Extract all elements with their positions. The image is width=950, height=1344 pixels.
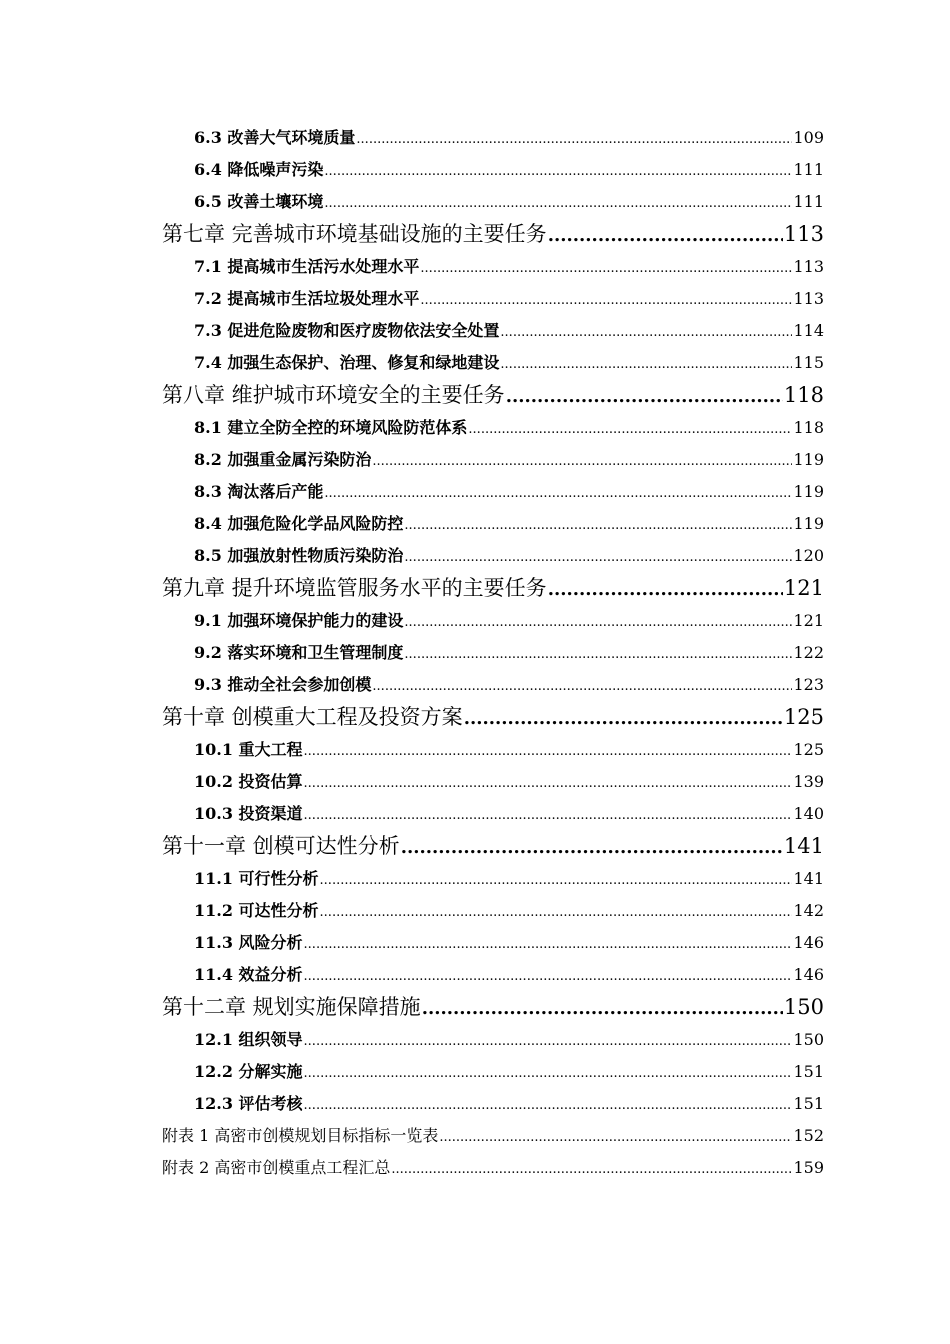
toc-entry-title: 6.4 降低噪声污染 — [194, 160, 324, 179]
toc-entry-9-3[interactable] — [162, 669, 824, 701]
toc-entry-title: 8.2 加强重金属污染防治 — [194, 450, 372, 469]
toc-page-number: 118 — [793, 418, 824, 437]
toc-dot-leader — [356, 124, 792, 156]
toc-page-number: 111 — [793, 192, 824, 211]
toc-entry-8-2[interactable] — [162, 444, 824, 476]
toc-page-number: 151 — [793, 1062, 824, 1081]
toc-chapter-10[interactable] — [162, 701, 824, 734]
toc-dot-leader — [372, 446, 792, 478]
toc-entry-7-4[interactable] — [162, 347, 824, 379]
toc-page-number: 146 — [793, 965, 824, 984]
toc-appendix-1[interactable] — [162, 1120, 824, 1152]
toc-entry-title: 6.3 改善大气环境质量 — [194, 128, 356, 147]
toc-dot-leader — [320, 897, 793, 929]
toc-dot-leader — [304, 929, 793, 961]
toc-chapter-9[interactable] — [162, 572, 824, 605]
toc-page-number: 121 — [783, 576, 824, 600]
toc-page-number: 122 — [793, 643, 824, 662]
toc-dot-leader — [324, 156, 792, 188]
toc-dot-leader — [304, 768, 793, 800]
toc-page-number: 113 — [793, 289, 824, 308]
toc-dot-leader — [404, 607, 792, 639]
toc-entry-title: 12.2 分解实施 — [194, 1062, 303, 1081]
toc-entry-8-4[interactable] — [162, 508, 824, 540]
toc-entry-title: 7.4 加强生态保护、治理、修复和绿地建设 — [194, 353, 500, 372]
toc-entry-12-2[interactable] — [162, 1056, 824, 1088]
toc-entry-7-2[interactable] — [162, 283, 824, 315]
toc-page-number: 146 — [793, 933, 824, 952]
toc-page-number: 119 — [793, 514, 824, 533]
toc-entry-title: 10.2 投资估算 — [194, 772, 303, 791]
toc-entry-10-2[interactable] — [162, 766, 824, 798]
toc-entry-title: 11.4 效益分析 — [194, 965, 303, 984]
toc-chapter-title: 第九章 提升环境监管服务水平的主要任务 — [162, 576, 547, 600]
toc-entry-title: 12.3 评估考核 — [194, 1094, 303, 1113]
toc-page-number: 119 — [793, 482, 824, 501]
toc-entry-8-3[interactable] — [162, 476, 824, 508]
toc-page-number: 139 — [793, 772, 824, 791]
toc-page-number: 111 — [793, 160, 824, 179]
toc-page-number: 115 — [793, 353, 824, 372]
toc-entry-title: 8.1 建立全防全控的环境风险防范体系 — [194, 418, 468, 437]
toc-dot-leader — [422, 992, 783, 1025]
toc-entry-10-1[interactable] — [162, 734, 824, 766]
toc-dot-leader — [391, 1154, 792, 1186]
toc-page-number: 121 — [793, 611, 824, 630]
toc-entry-title: 8.5 加强放射性物质污染防治 — [194, 546, 404, 565]
toc-entry-12-3[interactable] — [162, 1088, 824, 1120]
toc-appendix-title: 附表 1 高密市创模规划目标指标一览表 — [162, 1126, 439, 1145]
toc-dot-leader — [304, 1058, 793, 1090]
toc-dot-leader — [420, 285, 792, 317]
toc-page-number: 140 — [793, 804, 824, 823]
toc-entry-title: 12.1 组织领导 — [194, 1030, 303, 1049]
toc-chapter-12[interactable] — [162, 991, 824, 1024]
toc-chapter-11[interactable] — [162, 830, 824, 863]
toc-page-number: 125 — [783, 705, 824, 729]
toc-entry-6-5[interactable] — [162, 186, 824, 218]
toc-entry-11-2[interactable] — [162, 895, 824, 927]
toc-page-number: 113 — [793, 257, 824, 276]
toc-dot-leader — [401, 831, 783, 864]
toc-page-number: 123 — [793, 675, 824, 694]
toc-dot-leader — [304, 1090, 793, 1122]
toc-entry-8-1[interactable] — [162, 412, 824, 444]
toc-page-number: 141 — [783, 834, 824, 858]
toc-chapter-8[interactable] — [162, 379, 824, 412]
toc-dot-leader — [404, 639, 792, 671]
toc-page-number: 120 — [793, 546, 824, 565]
toc-page-number: 142 — [793, 901, 824, 920]
toc-entry-7-3[interactable] — [162, 315, 824, 347]
toc-dot-leader — [464, 702, 783, 735]
toc-page-number: 152 — [793, 1126, 824, 1145]
toc-entry-title: 10.1 重大工程 — [194, 740, 303, 759]
toc-dot-leader — [468, 414, 792, 446]
toc-page-number: 119 — [793, 450, 824, 469]
toc-dot-leader — [548, 219, 783, 252]
toc-dot-leader — [304, 961, 793, 993]
toc-entry-9-1[interactable] — [162, 605, 824, 637]
toc-entry-11-4[interactable] — [162, 959, 824, 991]
toc-page-number: 141 — [793, 869, 824, 888]
toc-page-number: 151 — [793, 1094, 824, 1113]
toc-dot-leader — [500, 349, 792, 381]
toc-entry-11-3[interactable] — [162, 927, 824, 959]
toc-appendix-title: 附表 2 高密市创模重点工程汇总 — [162, 1158, 391, 1177]
toc-dot-leader — [404, 542, 792, 574]
toc-entry-8-5[interactable] — [162, 540, 824, 572]
toc-page-number: 109 — [793, 128, 824, 147]
toc-entry-title: 9.1 加强环境保护能力的建设 — [194, 611, 404, 630]
toc-chapter-7[interactable] — [162, 218, 824, 251]
toc-dot-leader — [304, 800, 793, 832]
toc-entry-7-1[interactable] — [162, 251, 824, 283]
toc-entry-title: 11.3 风险分析 — [194, 933, 303, 952]
toc-entry-title: 7.1 提高城市生活污水处理水平 — [194, 257, 420, 276]
toc-entry-title: 8.3 淘汰落后产能 — [194, 482, 324, 501]
toc-appendix-2[interactable] — [162, 1152, 824, 1184]
toc-entry-12-1[interactable] — [162, 1024, 824, 1056]
toc-dot-leader — [324, 188, 792, 220]
toc-chapter-title: 第八章 维护城市环境安全的主要任务 — [162, 383, 505, 407]
toc-entry-title: 7.3 促进危险废物和医疗废物依法安全处置 — [194, 321, 500, 340]
toc-chapter-title: 第十章 创模重大工程及投资方案 — [162, 705, 463, 729]
toc-entry-title: 10.3 投资渠道 — [194, 804, 303, 823]
toc-entry-11-1[interactable] — [162, 863, 824, 895]
toc-dot-leader — [420, 253, 792, 285]
toc-entry-title: 9.2 落实环境和卫生管理制度 — [194, 643, 404, 662]
toc-entry-title: 7.2 提高城市生活垃圾处理水平 — [194, 289, 420, 308]
toc-dot-leader — [304, 1026, 793, 1058]
toc-entry-6-4[interactable] — [162, 154, 824, 186]
toc-page-number: 118 — [783, 383, 824, 407]
toc-entry-9-2[interactable] — [162, 637, 824, 669]
toc-page-number: 150 — [783, 995, 824, 1019]
toc-page-number: 125 — [793, 740, 824, 759]
toc-entry-title: 6.5 改善土壤环境 — [194, 192, 324, 211]
toc-page-number: 159 — [793, 1158, 824, 1177]
toc-entry-title: 9.3 推动全社会参加创模 — [194, 675, 372, 694]
toc-entry-10-3[interactable] — [162, 798, 824, 830]
toc-dot-leader — [304, 736, 793, 768]
toc-entry-6-3[interactable] — [162, 122, 824, 154]
table-of-contents — [162, 122, 824, 1184]
toc-dot-leader — [404, 510, 792, 542]
toc-dot-leader — [320, 865, 793, 897]
toc-entry-title: 11.1 可行性分析 — [194, 869, 319, 888]
toc-dot-leader — [324, 478, 792, 510]
toc-page-number: 114 — [793, 321, 824, 340]
toc-chapter-title: 第十二章 规划实施保障措施 — [162, 995, 421, 1019]
toc-page-number: 150 — [793, 1030, 824, 1049]
toc-chapter-title: 第七章 完善城市环境基础设施的主要任务 — [162, 222, 547, 246]
toc-chapter-title: 第十一章 创模可达性分析 — [162, 834, 400, 858]
toc-dot-leader — [548, 573, 783, 606]
toc-page-number: 113 — [783, 222, 824, 246]
toc-entry-title: 8.4 加强危险化学品风险防控 — [194, 514, 404, 533]
toc-entry-title: 11.2 可达性分析 — [194, 901, 319, 920]
toc-dot-leader — [439, 1122, 792, 1154]
toc-dot-leader — [506, 380, 783, 413]
toc-dot-leader — [372, 671, 792, 703]
toc-dot-leader — [500, 317, 792, 349]
